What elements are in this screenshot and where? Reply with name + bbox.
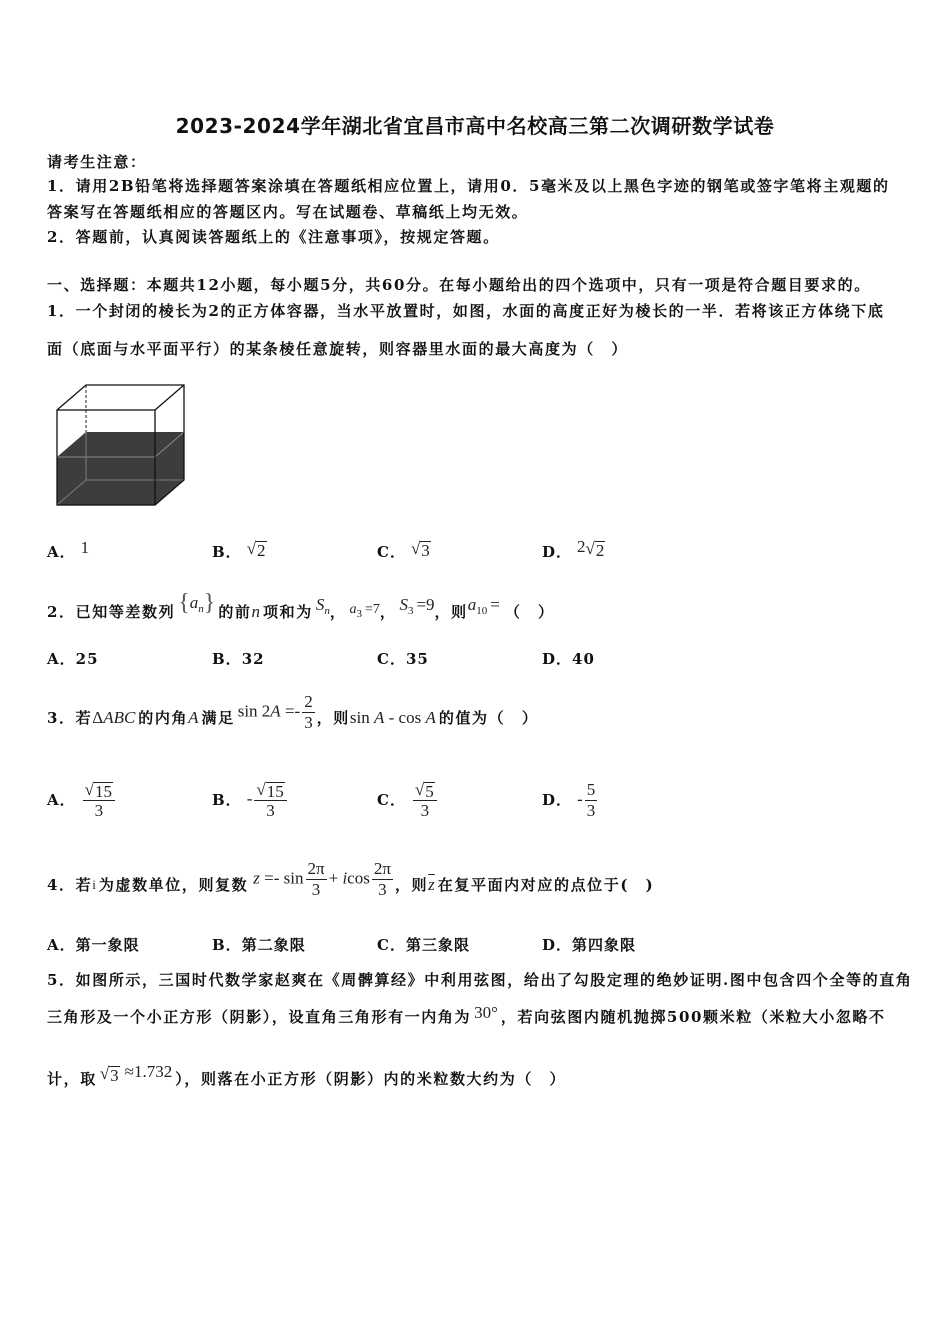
imaginary-unit: i [92,877,96,892]
q3-option-a [47,775,117,825]
sqrt-sign: √ [414,780,425,800]
q5-text-3b: ），则落在小正方形（阴影）内的米粒数大约为（ ） [175,1070,567,1088]
sqrt-expression [247,539,267,559]
sum-notation [316,595,330,621]
option-label: D． [542,936,573,954]
numerator: 5 [586,779,596,799]
question-1-line-1: 1．一个封闭的棱长为2的正方体容器，当水平放置时，如图，水面的高度正好为棱长的一半．若将该正方体绕下底 [47,302,885,320]
numerator [254,779,286,801]
sequence-notation [178,590,216,619]
a3-var: a [349,602,357,617]
option-label: B． [212,791,242,809]
eq: =- [284,700,301,720]
q3-text-2: 的内角 [138,709,189,727]
water-body [57,432,184,505]
a10-var: a [467,595,477,614]
s3-var: S [399,595,408,614]
q3-text-4: ，则 [316,709,350,727]
cube-top-right-edge [155,385,184,410]
fn-cos: cos [398,708,422,727]
option-value: 第四象限 [572,936,637,954]
radicand: 2 [257,540,266,560]
q2-text-1: 2．已知等差数列 [47,603,176,621]
option-value: 40 [572,650,595,668]
question-5-line-1: 5．如图所示，三国时代数学家赵爽在《周髀算经》中利用弦图，给出了勾股定理的绝妙证明.图中包含四个全等的直角 [47,971,913,989]
approx-value: ≈1.732 [124,1062,173,1082]
q3-option-d [542,775,599,825]
q2-option-b [212,649,265,669]
q2-text-5: ， [379,603,397,621]
denominator: 3 [311,879,321,899]
notice-heading: 请考生注意： [47,153,147,171]
sequence-sub: n [198,603,204,615]
question-5-line-2 [47,1003,886,1027]
section-heading: 一、选择题：本题共12小题，每小题5分，共60分。在每小题给出的四个选项中，只有一项是符合题目要求的。 [47,276,871,294]
complex-number-expression [253,859,395,900]
fn-sin: sin [349,708,370,727]
notice-line-2: 答案写在答题纸相应的答题区内。写在试题卷、草稿纸上均无效。 [47,203,529,221]
q2-text-4: ， [329,603,347,621]
var: A [270,700,281,720]
a10-sub: 10 [476,605,488,617]
eq: =- [264,867,280,887]
radicand: 5 [425,782,434,802]
term-count-var: n [251,602,261,621]
q2-option-a [47,649,99,669]
option-value [577,780,599,821]
plus: + [328,867,339,887]
question-1-line-2: 面（底面与水平面平行）的某条棱任意旋转，则容器里水面的最大高度为（ ） [47,340,629,358]
option-label: D． [542,650,573,668]
fraction [254,779,286,821]
sqrt-sign: √ [410,538,421,558]
notice-line-3: 2．答题前，认真阅读答题纸上的《注意事项》，按规定答题。 [47,228,500,246]
numerator: 2 [304,691,313,711]
q5-text-3a: 计，取 [47,1070,97,1088]
q4-text-3: ，则 [394,876,429,894]
q4-option-c [377,935,470,955]
denominator: 3 [378,879,387,899]
radicand: 3 [110,1065,119,1085]
option-value [81,779,117,821]
question-4 [47,858,655,907]
option-value: 第一象限 [75,936,140,954]
sqrt-expression [100,1064,120,1084]
target-expression [350,708,436,728]
notice-line-1: 1．请用2B铅笔将选择题答案涂填在答题纸相应位置上，请用0．5毫米及以上黑色字迹的钢笔或签字笔将主观题的 [47,177,890,195]
option-value: 32 [241,650,265,668]
sum-sub: n [324,605,330,617]
a10-eq: = [490,595,500,614]
fraction [306,859,327,900]
radicand: 15 [266,782,284,802]
sqrt-sign: √ [99,1063,110,1083]
option-value [247,537,267,558]
a3-eq: =7 [364,602,380,617]
angle-value: 30° [474,1003,498,1022]
coefficient: 2 [577,537,586,557]
sqrt-expression [586,539,606,559]
var: A [373,708,385,727]
option-label: A． [47,543,76,561]
s3-condition [399,595,434,621]
q4-text-4: 在复平面内对应的点位于( ) [437,876,655,894]
fn-sin: sin [237,700,258,720]
q4-option-a [47,935,140,955]
a3-condition [349,600,379,624]
q5-text-2b: ，若向弦图内随机抛掷500颗米粒（米粒大小忽略不 [500,1008,886,1026]
minus-sign: - [577,788,583,808]
delta-symbol: Δ [92,708,104,727]
sequence-var: a [189,593,199,612]
brace-close: } [203,590,216,616]
q4-option-b [212,935,306,955]
option-label: D． [542,543,573,561]
fraction [585,780,598,821]
sqrt-sign: √ [246,538,257,558]
q3-text-3: 满足 [201,709,235,727]
q1-option-a [47,538,90,562]
option-label: C． [377,791,406,809]
denominator: 3 [266,801,275,821]
sqrt-expression [415,780,435,800]
option-value: 1 [80,538,90,557]
option-label: C． [377,936,406,954]
exam-title: 2023-2024学年湖北省宜昌市高中名校高三第二次调研数学试卷 [175,114,775,138]
brace-open: { [178,590,190,616]
fraction [83,779,115,821]
q2-text-2: 的前 [218,603,252,621]
sqrt-expression [411,539,431,559]
sum-var: S [315,595,325,614]
numerator: 2π [307,858,325,878]
denominator: 3 [94,801,104,821]
triangle-notation [92,708,135,728]
var: A [425,708,436,727]
option-value: 25 [75,650,99,668]
option-value [577,537,605,558]
sqrt-expression [256,780,284,800]
option-label: D． [542,791,573,809]
fn-cos: cos [347,867,370,887]
q1-option-b [212,538,267,562]
sqrt-sign: √ [84,780,94,800]
z-var: z [253,867,260,887]
q3-option-b [212,775,289,825]
conjugate-z: $\overline{z}$ [428,875,435,894]
denominator: 3 [420,801,430,821]
question-5-line-3 [47,1062,567,1089]
option-value: 第二象限 [241,936,306,954]
fraction [372,859,393,900]
sin2a-condition [238,692,317,733]
a3-sub: 3 [356,608,362,620]
option-label: B． [212,650,242,668]
option-label: C． [377,543,406,561]
option-label: C． [377,650,406,668]
option-label: A． [47,936,76,954]
option-value [411,537,431,558]
q3-text-1: 3．若 [47,709,93,727]
option-label: A． [47,791,76,809]
option-value: 第三象限 [405,936,470,954]
q2-option-d [542,649,595,669]
q2-text-3: 项和为 [263,603,313,621]
fraction [302,692,315,733]
a10-target [468,595,500,621]
s3-eq: =9 [416,595,435,614]
q5-text-2a: 三角形及一个小正方形（阴影），设直角三角形有一内角为 [47,1008,472,1026]
option-label: B． [212,543,242,561]
option-label: B． [212,936,242,954]
question-3 [47,691,539,740]
numerator: 2π [373,858,391,878]
option-value [247,779,289,821]
numerator [413,779,437,801]
radicand: 15 [94,782,112,802]
radicand: 3 [421,540,430,560]
sqrt-sign: √ [585,538,595,558]
option-value: 35 [405,650,429,668]
numerator [83,779,115,801]
q1-option-d [542,537,605,562]
angle-var: A [188,708,199,727]
q4-option-d [542,935,636,955]
triangle-name: ABC [103,708,136,727]
q2-text-6: ，则 [434,603,468,621]
sqrt3-approximation [100,1062,172,1083]
sqrt-expression [85,780,113,800]
q4-text-2: 为虚数单位，则复数 [98,876,249,894]
q2-text-7: （ ） [504,603,555,621]
option-value [411,779,439,821]
q1-option-c [377,538,431,562]
i-var: i [342,867,348,887]
s3-sub: 3 [407,605,414,617]
q3-option-c [377,775,439,825]
op: - [388,708,395,727]
sqrt-sign: √ [256,780,266,800]
minus-sign: - [246,788,253,808]
denominator: 3 [586,800,596,820]
cube-water-figure [50,378,190,513]
question-2 [47,590,555,627]
q2-option-c [377,649,429,669]
q3-text-5: 的值为（ ） [438,709,539,727]
q4-text-1: 4．若 [47,876,93,894]
denominator: 3 [304,712,313,732]
coef: 2 [261,700,271,720]
fn-sin: sin [283,867,304,887]
radicand: 2 [595,540,605,560]
option-label: A． [47,650,76,668]
fraction [413,779,437,821]
